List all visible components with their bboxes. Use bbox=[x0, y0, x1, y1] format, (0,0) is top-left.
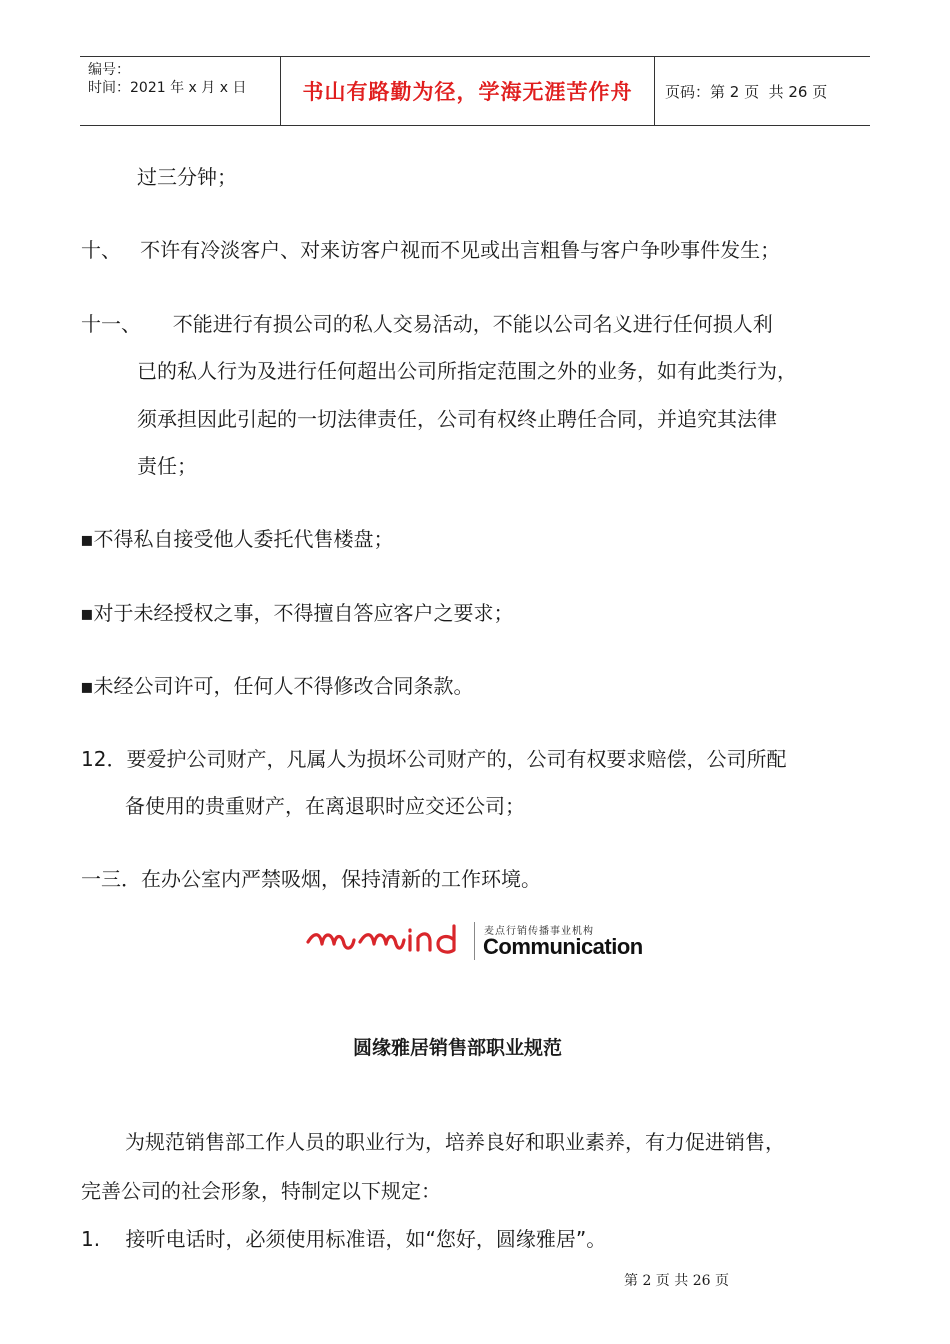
logo-en-text: Communication bbox=[483, 934, 643, 959]
header-motto: 书山有路勤为径，学海无涯苦作舟 bbox=[281, 57, 655, 125]
rule-10: 十、 不许有冷淡客户、对来访客户视而不见或出言粗鲁与客户争吵事件发生； bbox=[81, 238, 781, 262]
bullet-item: ▪对于未经授权之事，不得擅自答应客户之要求； bbox=[80, 601, 514, 625]
page-footer: 第 2 页 共 26 页 bbox=[624, 1273, 729, 1289]
section-title: 圆缘雅居销售部职业规范 bbox=[353, 1037, 563, 1059]
rule-11-line-3: 须承担因此引起的一切法律责任，公司有权终止聘任合同，并追究其法律 bbox=[137, 407, 777, 431]
intro-line-1: 为规范销售部工作人员的职业行为，培养良好和职业素养，有力促进销售， bbox=[125, 1130, 785, 1154]
text-line: 过三分钟； bbox=[137, 165, 237, 189]
bullet-item: ▪不得私自接受他人委托代售楼盘； bbox=[80, 527, 394, 551]
mind-script-logo bbox=[306, 920, 472, 964]
bullet-item: ▪未经公司许可，任何人不得修改合同条款。 bbox=[80, 674, 474, 698]
rule-11-line-1: 十一、 不能进行有损公司的私人交易活动，不能以公司名义进行任何损人利 bbox=[81, 312, 773, 336]
number-label: 编号： bbox=[88, 62, 130, 78]
document-header bbox=[80, 56, 870, 126]
header-meta bbox=[80, 57, 281, 125]
header-page-info: 页码：第 2 页 共 26 页 bbox=[665, 82, 828, 101]
logo-divider bbox=[474, 922, 475, 960]
list-item-1: 1. 接听电话时，必须使用标准语，如“您好，圆缘雅居”。 bbox=[81, 1227, 607, 1251]
time-label: 时间：2021 年 x 月 x 日 bbox=[88, 80, 247, 96]
rule-11-line-4: 责任； bbox=[137, 454, 197, 478]
rule-11-line-2: 已的私人行为及进行任何超出公司所指定范围之外的业务，如有此类行为， bbox=[137, 359, 797, 383]
logo-cn-text: 麦点行销传播事业机构 bbox=[484, 926, 594, 937]
rule-12-line-2: 备使用的贵重财产，在离退职时应交还公司； bbox=[125, 794, 525, 818]
intro-line-2: 完善公司的社会形象，特制定以下规定： bbox=[81, 1179, 441, 1203]
rule-12-line-1: 12．要爱护公司财产，凡属人为损坏公司财产的，公司有权要求赔偿，公司所配 bbox=[81, 747, 787, 771]
company-logo bbox=[306, 920, 646, 964]
rule-13: 一三．在办公室内严禁吸烟，保持清新的工作环境。 bbox=[81, 867, 541, 891]
